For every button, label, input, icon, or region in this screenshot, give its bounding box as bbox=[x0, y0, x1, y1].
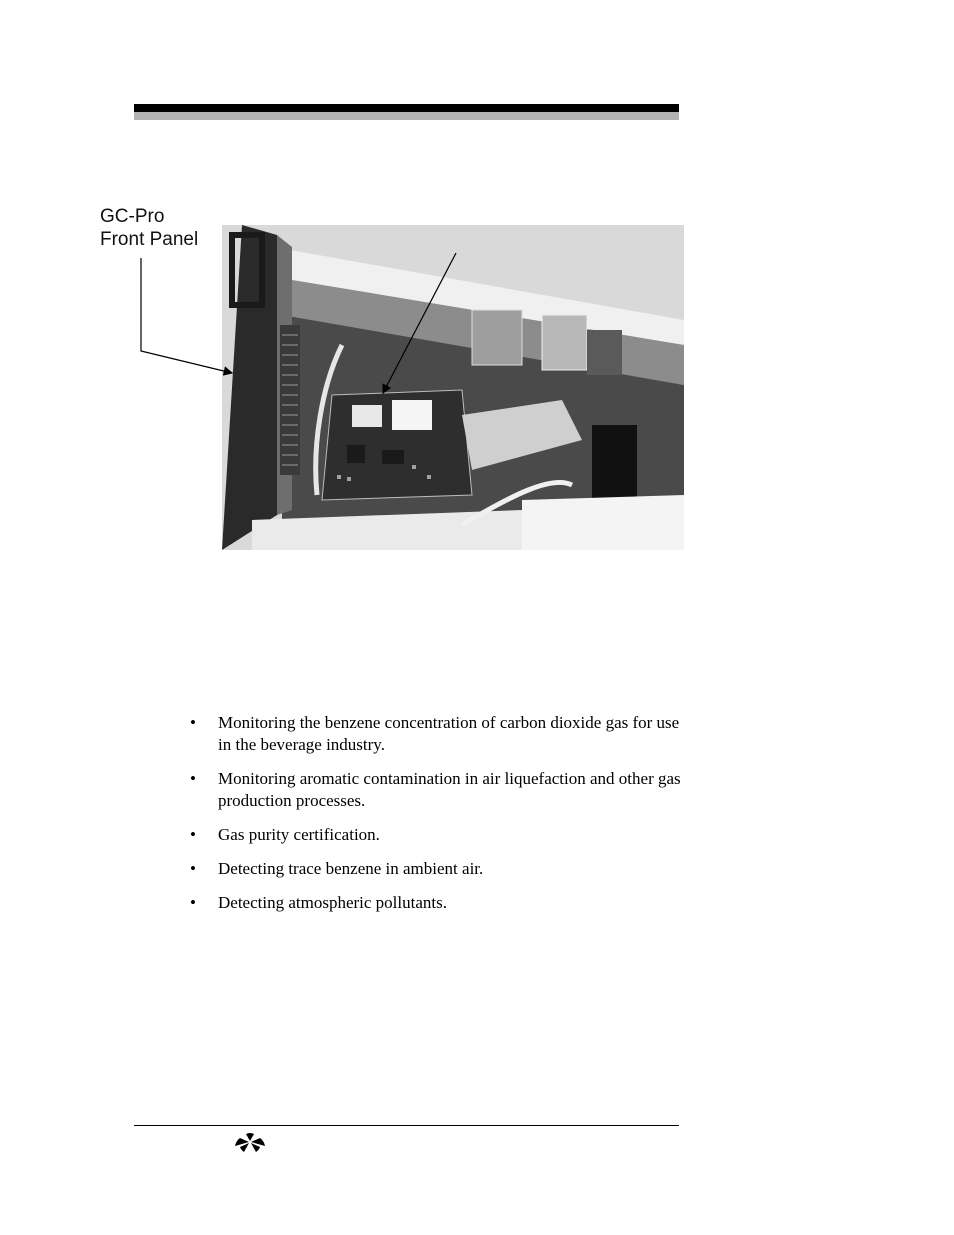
list-item: • Monitoring the benzene concentration of carbon dioxide gas for use in the beverage industry. bbox=[190, 713, 680, 754]
teledyne-logo-icon bbox=[232, 1132, 268, 1154]
front-panel-leader-arrow bbox=[141, 258, 232, 373]
list-item: • Monitoring aromatic contamination in air liquefaction and other gas production processes. bbox=[190, 769, 681, 810]
applications-list bbox=[190, 712, 690, 926]
pcb-stack-leader-arrow bbox=[383, 253, 456, 393]
list-item: • Detecting atmospheric pollutants. bbox=[190, 893, 447, 912]
callout-arrows bbox=[0, 0, 690, 560]
footer-rule bbox=[134, 1125, 679, 1126]
list-item: • Gas purity certification. bbox=[190, 825, 380, 844]
list-item: • Detecting trace benzene in ambient air. bbox=[190, 859, 484, 878]
callout-front-panel: GC-Pro Front Panel bbox=[100, 206, 199, 250]
